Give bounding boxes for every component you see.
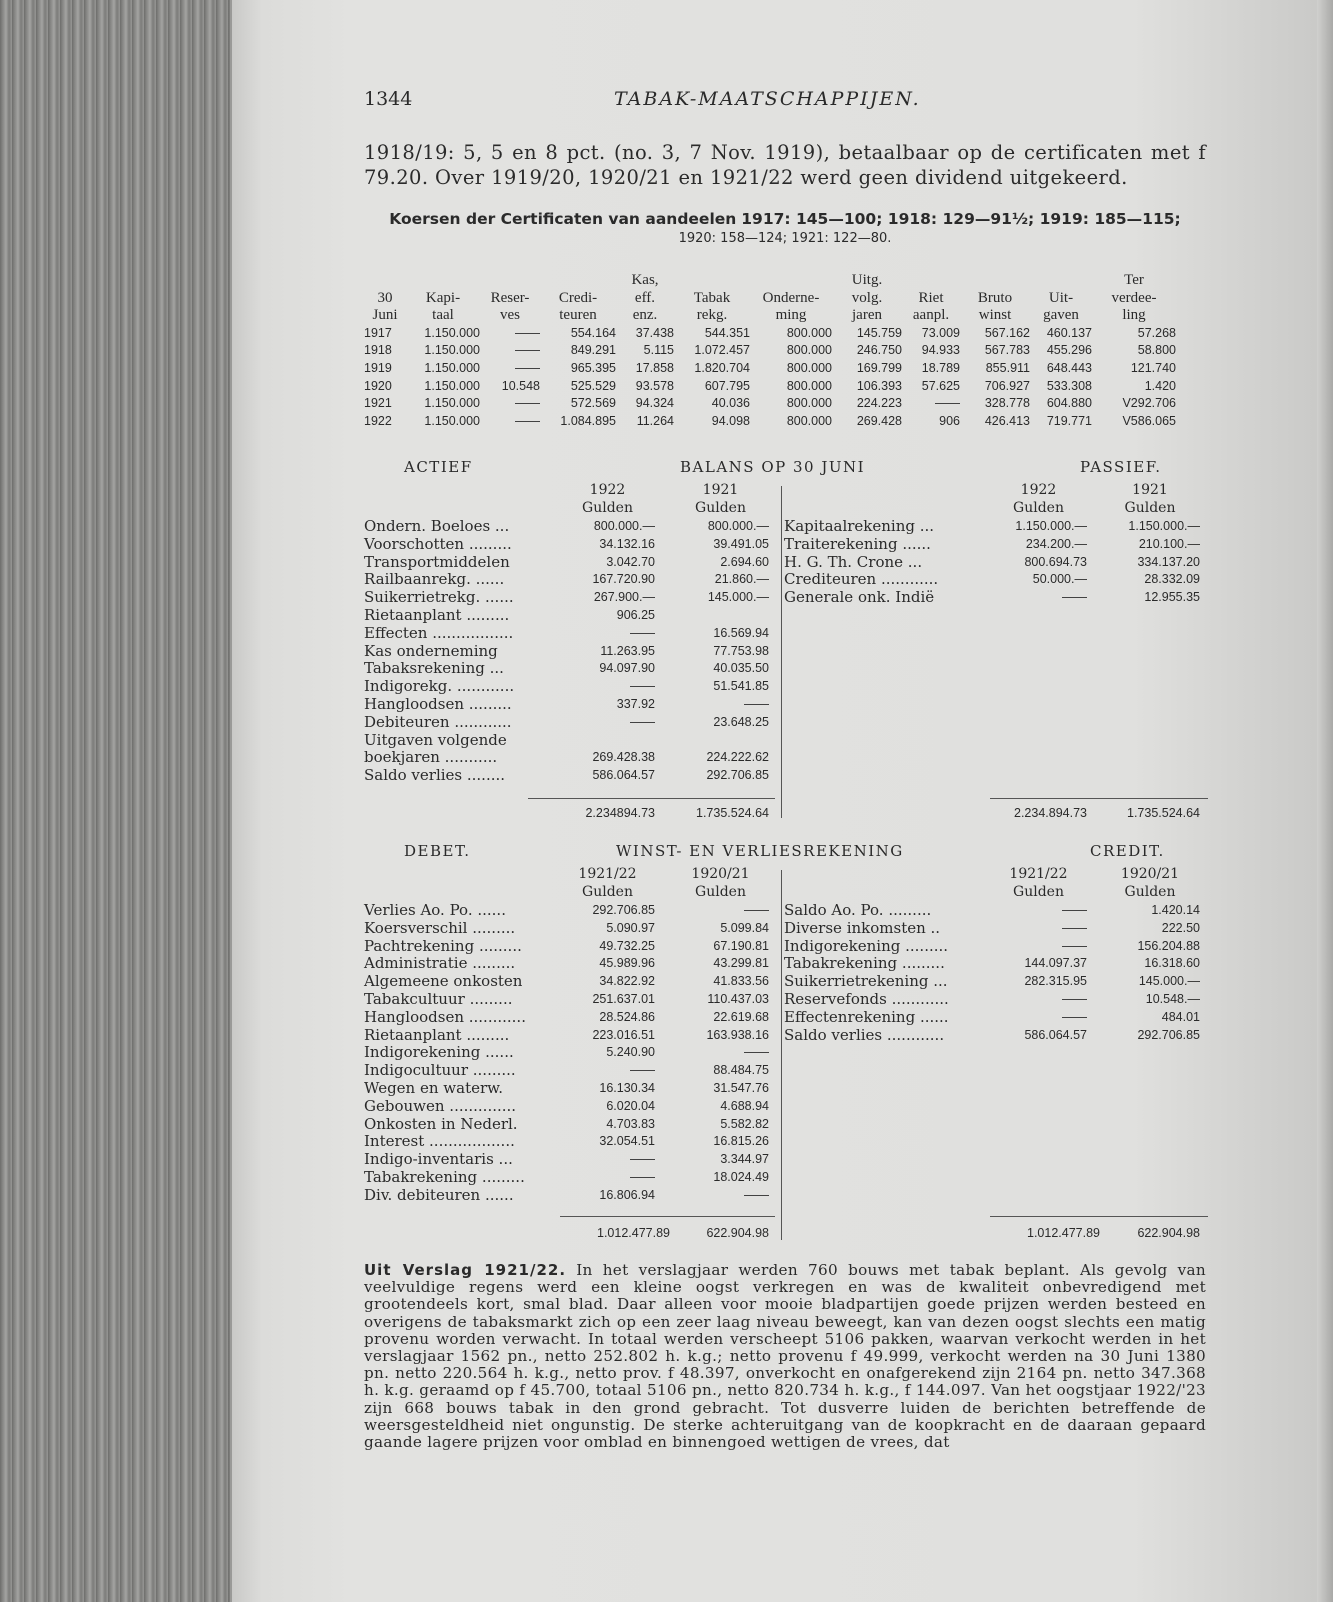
balans-actief-row-value-1: ——	[630, 679, 655, 694]
balans-passief-col-year-2: 1921	[1132, 482, 1168, 498]
wv-credit-row-value-1: 586.064.57	[1024, 1027, 1087, 1042]
balans-actief-row-value-2: 800.000.—	[707, 519, 769, 533]
balans-title: BALANS OP 30 JUNI	[680, 458, 866, 476]
wv-debet-row-label: Tabakcultuur .........	[364, 990, 513, 1008]
wv-credit-col-year-1: 1921/22	[1009, 866, 1068, 882]
balans-total-right-1921: 1.735.524.64	[1127, 806, 1200, 820]
five-year-cell: 246.750	[856, 343, 902, 358]
wv-debet-row-value-2: 3.344.97	[720, 1152, 769, 1167]
five-year-header-cell	[674, 272, 750, 290]
five-year-header-cell	[1030, 272, 1092, 290]
five-year-header-cell: enz.	[632, 307, 658, 324]
wv-debet-col-unit-2: Gulden	[695, 883, 746, 900]
five-year-header-cell: Juni	[372, 307, 398, 324]
five-year-cell: 1.150.000	[424, 413, 480, 428]
wv-credit-col-unit-1: Gulden	[1013, 883, 1064, 900]
five-year-header-cell	[902, 272, 960, 290]
balans-actief-row-label: Suikerrietrekg. ......	[364, 588, 514, 607]
wv-credit-row-value-2: 292.706.85	[1137, 1027, 1200, 1042]
wv-debet-row-value-1: 223.016.51	[592, 1027, 655, 1042]
five-year-header-row	[364, 307, 1176, 325]
five-year-cell: 269.428	[856, 413, 902, 428]
five-year-cell: 800.000	[786, 360, 832, 375]
verslag-heading: Uit Verslag 1921/22.	[364, 1261, 567, 1279]
wv-credit-row-label: Suikerrietrekening ...	[784, 972, 948, 991]
five-year-cell: 328.778	[984, 396, 1030, 411]
wv-debet-row-value-1: ——	[630, 1170, 655, 1184]
five-year-header-cell	[750, 272, 832, 290]
balans-actief-row-value-2: ——	[744, 697, 769, 711]
wv-title: WINST- EN VERLIESREKENING	[616, 842, 904, 860]
page-right-edge	[1317, 0, 1333, 1602]
balans-actief-row-value-1: ——	[630, 714, 655, 729]
five-year-header-cell: 30	[377, 289, 393, 306]
balans-actief-row-label: boekjaren ...........	[364, 748, 498, 767]
five-year-header-cell	[406, 272, 480, 290]
wv-credit-row-value-2: 10.548.—	[1145, 992, 1200, 1006]
five-year-header-cell	[540, 272, 616, 290]
five-year-header-cell: volg.	[851, 289, 883, 306]
balans-actief-row-label: Uitgaven volgende	[364, 730, 507, 749]
wv-debet-row-value-1: 32.054.51	[599, 1134, 655, 1149]
wv-debet-row-value-2: 88.484.75	[713, 1063, 769, 1078]
balans-actief-row-value-1: 94.097.90	[599, 661, 655, 676]
five-year-cell: 648.443	[1046, 360, 1092, 375]
wv-debet-row-label: Div. debiteuren ......	[364, 1185, 514, 1204]
five-year-header-cell: Kapi-	[425, 289, 461, 306]
wv-debet-row-label: Koersverschil .........	[364, 918, 516, 937]
five-year-cell: 224.223	[856, 396, 902, 411]
balans-passief-row-value-2: 334.137.20	[1137, 554, 1200, 569]
koersen-line1: 1917: 145—100; 1918: 129—91½; 1919: 185—115;	[741, 210, 1181, 228]
five-year-cell: ——	[515, 325, 540, 340]
wv-credit-row-value-1: ——	[1062, 938, 1087, 953]
five-year-cell: 1.072.457	[694, 343, 750, 358]
wv-debet-row-label: Hangloodsen ............	[364, 1007, 526, 1026]
wv-debet-row-value-1: 4.703.83	[606, 1116, 655, 1131]
five-year-header-cell: Reser-	[490, 289, 530, 306]
wv-debet-row-label: Gebouwen ..............	[364, 1096, 517, 1115]
five-year-cell: 1922	[364, 413, 392, 428]
five-year-header-cell: aanpl.	[912, 307, 950, 324]
balans-passief-heading: PASSIEF.	[1080, 458, 1162, 476]
five-year-cell: 1919	[364, 360, 392, 375]
five-year-header-cell: Credi-	[558, 289, 598, 306]
wv-debet-row-value-1: ——	[630, 1152, 655, 1167]
five-year-header-cell: Uitg.	[851, 272, 883, 288]
wv-debet-row-value-2: 163.938.16	[706, 1027, 769, 1042]
five-year-cell: 572.569	[570, 396, 616, 411]
balans-total-right-1922: 2.234.894.73	[1014, 806, 1087, 820]
balans-passief-col-unit-1: Gulden	[1013, 499, 1064, 516]
balans-actief-row-value-1: 800.000.—	[593, 519, 655, 533]
balans-actief-row-value-2: 23.648.25	[713, 714, 769, 729]
five-year-cell: 1.150.000	[424, 325, 480, 340]
wv-debet-heading: DEBET.	[404, 842, 471, 860]
five-year-cell: 93.578	[635, 378, 674, 393]
five-year-header-cell: Ter	[1124, 272, 1144, 288]
wv-credit-row-value-2: 16.318.60	[1144, 956, 1200, 971]
balans-actief-row-value-2: 16.569.94	[713, 625, 769, 640]
five-year-cell: 73.009	[921, 325, 960, 340]
balans-actief-heading: ACTIEF	[404, 458, 473, 476]
five-year-cell: 607.795	[704, 378, 750, 393]
wv-credit-row-label: Reservefonds ............	[784, 990, 949, 1008]
wv-debet-row-value-2: ——	[744, 903, 769, 917]
five-year-cell: ——	[515, 396, 540, 411]
balans-actief-col-year-2: 1921	[702, 482, 739, 498]
five-year-cell: 11.264	[636, 413, 674, 428]
wv-debet-row-value-2: ——	[744, 1187, 769, 1202]
five-year-cell: 800.000	[786, 343, 832, 358]
balans-actief-col-year-1: 1922	[589, 482, 626, 498]
balans-actief-row-value-2: 292.706.85	[706, 768, 769, 783]
wv-credit-row-label: Saldo Ao. Po. .........	[784, 901, 932, 919]
wv-credit-row-value-1: ——	[1062, 1009, 1087, 1024]
wv-debet-row-value-1: 292.706.85	[592, 903, 655, 917]
five-year-cell: 1.420	[1144, 378, 1176, 393]
five-year-row-1921	[364, 395, 1176, 413]
five-year-header-cell: ves	[500, 307, 520, 324]
wv-debet-row-value-2: ——	[744, 1045, 769, 1060]
five-year-cell: 533.308	[1046, 378, 1092, 393]
wv-credit-row-value-1: ——	[1062, 920, 1087, 935]
five-year-cell: 800.000	[786, 413, 832, 428]
wv-debet-row-value-1: 49.732.25	[599, 938, 655, 953]
five-year-cell: 800.000	[786, 396, 832, 411]
balans-passief-row-value-1: 800.694.73	[1024, 554, 1087, 569]
balans-actief-row-value-1: 167.720.90	[592, 572, 655, 587]
five-year-cell: 1.150.000	[424, 396, 480, 411]
five-year-cell: 800.000	[786, 325, 832, 340]
five-year-cell: 145.759	[856, 325, 902, 340]
balans-actief-row-label: Hangloodsen .........	[364, 695, 512, 713]
balans-passief-row-value-1: 1.150.000.—	[1015, 519, 1087, 533]
balans-passief-row-label: H. G. Th. Crone ...	[784, 552, 923, 571]
balans-passief-row-value-2: 28.332.09	[1144, 572, 1200, 587]
balans-actief-row-value-1: ——	[630, 625, 655, 640]
wv-debet-row-value-1: ——	[630, 1063, 655, 1078]
balans-actief-row-label: Railbaanrekg. ......	[364, 570, 505, 589]
balans-passief-row-value-1: 234.200.—	[1025, 536, 1087, 551]
five-year-table	[364, 272, 1176, 430]
wv-debet-row-value-1: 5.240.90	[606, 1045, 655, 1060]
five-year-cell: 426.413	[984, 413, 1030, 428]
wv-debet-row-label: Verlies Ao. Po. ......	[364, 901, 506, 919]
five-year-header-cell: ling	[1122, 307, 1146, 324]
five-year-cell: 460.137	[1046, 325, 1092, 340]
five-year-header-cell: Onderne-	[762, 289, 820, 306]
five-year-header-row	[364, 290, 1176, 308]
wv-credit-row-value-2: 484.01	[1161, 1009, 1200, 1024]
balans-actief-row-label: Tabaksrekening ...	[364, 659, 504, 678]
balans-actief-row-value-2: 40.035.50	[713, 661, 769, 676]
five-year-cell: 94.933	[921, 343, 960, 358]
koersen-lead: Koersen der Certificaten van aandeelen	[389, 210, 737, 228]
five-year-header-cell: taal	[432, 307, 454, 324]
five-year-cell: 106.393	[856, 378, 902, 393]
five-year-cell: ——	[515, 343, 540, 358]
running-title: TABAK-MAATSCHAPPIJEN.	[614, 88, 921, 110]
five-year-header-cell: Riet	[918, 289, 944, 306]
five-year-cell: 965.395	[570, 360, 616, 375]
five-year-cell: 719.771	[1046, 413, 1092, 428]
five-year-header-cell: verdee-	[1111, 289, 1157, 306]
wv-total-left-2021: 622.904.98	[706, 1226, 769, 1240]
balans-actief-row-value-2: 145.000.—	[707, 590, 769, 605]
dividend-paragraph: 1918/19: 5, 5 en 8 pct. (no. 3, 7 Nov. 1919), betaalbaar op de certificaten met f 79.20. Over 1919/20, 1920/21 en 1921/22 werd geen dividend uitgekeerd.	[364, 141, 1206, 189]
five-year-cell: 706.927	[984, 378, 1030, 393]
five-year-cell: 455.296	[1046, 343, 1092, 358]
five-year-cell: ——	[515, 413, 540, 428]
five-year-cell: 567.783	[984, 343, 1030, 358]
five-year-header-cell: jaren	[852, 307, 882, 324]
balans-passief-row-value-1: ——	[1062, 590, 1087, 605]
balans-passief-col-unit-2: Gulden	[1124, 499, 1176, 516]
balans-total-rule-left	[528, 798, 775, 799]
five-year-cell: ——	[515, 360, 540, 375]
balans-actief-row-label: Effecten .................	[364, 623, 514, 642]
balans-actief-row-label: Rietaanplant .........	[364, 606, 510, 624]
wv-credit-row-label: Diverse inkomsten ..	[784, 918, 941, 937]
balans-passief-row-value-1: 50.000.—	[1032, 572, 1087, 587]
five-year-header-cell: eff.	[634, 289, 656, 306]
balans-passief-row-value-2: 12.955.35	[1144, 590, 1200, 605]
wv-debet-row-value-1: 6.020.04	[606, 1098, 655, 1113]
balans-passief-row-label: Kapitaalrekening ...	[784, 517, 935, 535]
five-year-cell: 1.150.000	[424, 343, 480, 358]
balans-actief-row-value-1: 34.132.16	[599, 536, 655, 551]
balans-total-left-1921: 1.735.524.64	[696, 806, 769, 820]
five-year-header-cell: Kas,	[631, 272, 659, 288]
five-year-cell: 554.164	[570, 325, 616, 340]
balans-actief-row-value-2: 39.491.05	[713, 536, 769, 551]
balans-actief-row-label: Debiteuren ............	[364, 712, 512, 731]
wv-debet-row-value-2: 5.582.82	[720, 1116, 769, 1131]
balans-total-rule-right	[990, 798, 1208, 799]
wv-debet-row-value-1: 16.130.34	[599, 1081, 655, 1095]
five-year-cell: 800.000	[786, 378, 832, 393]
balans-actief-row-value-2: 77.753.98	[713, 643, 769, 658]
wv-debet-row-value-2: 67.190.81	[713, 938, 769, 953]
wv-credit-heading: CREDIT.	[1090, 842, 1165, 860]
five-year-cell: 1.084.895	[560, 413, 616, 428]
wv-debet-row-label: Tabakrekening .........	[364, 1168, 525, 1186]
five-year-cell: 57.268	[1137, 325, 1176, 340]
wv-debet-row-label: Onkosten in Nederl.	[364, 1114, 518, 1133]
five-year-cell: 849.291	[570, 343, 616, 358]
five-year-header-cell	[960, 272, 1030, 290]
wv-total-left-2122: 1.012.477.89	[597, 1226, 670, 1240]
wv-total-right-2021: 622.904.98	[1137, 1226, 1200, 1240]
balans-actief-row-value-1: 906.25	[616, 608, 655, 622]
balans-actief-row-value-2: 51.541.85	[713, 679, 769, 694]
wv-debet-row-value-2: 18.024.49	[713, 1170, 769, 1184]
wv-credit-row-value-1: 282.315.95	[1024, 974, 1087, 989]
five-year-cell: 57.625	[921, 378, 960, 393]
five-year-header-row	[364, 272, 1176, 290]
balans-actief-row-label: Voorschotten .........	[364, 534, 512, 553]
balans-actief-row-label: Kas onderneming	[364, 641, 498, 660]
five-year-cell: V292.706	[1122, 396, 1176, 411]
balans-actief-row-label: Indigorekg. ............	[364, 677, 515, 696]
wv-credit-row-value-1: ——	[1062, 992, 1087, 1006]
five-year-cell: 17.858	[635, 360, 674, 375]
five-year-cell: 604.880	[1046, 396, 1092, 411]
verslag-text: In het verslagjaar werden 760 bouws met tabak beplant. Als gevolg van veelvuldige regens werd een kleine oogst verkregen en was de kwaliteit onbevredigend met grootendeels kort, smal blad. Daar alleen voor mooie bladpartijen goede prijzen werden besteed en overigens de tabaksmarkt zich op een zeer laag niveau beweegt, kan van dezen oogst slechts een matig provenu worden verwacht. In totaal werden verscheept 5106 pakken, waarvan verkocht werden in het verslagjaar 1562 pn., netto 252.802 h. k.g.; netto provenu f 49.999, verkocht werden na 30 Juni 1380 pn. netto 220.564 h. k.g., netto prov. f 48.397, onverkocht en onafgerekend zijn 2164 pn. netto 347.368 h. k.g. geraamd op f 45.700, totaal 5106 pn., netto 820.734 h. k.g., f 144.097. Van het oogstjaar 1922/'23 zijn 668 bouws tabak in den grond gebracht. Tot dusverre luiden de berichten betreffende de weersgesteldheid niet ongunstig. De sterke achteruitgang van de koopkracht en de daaraan gepaard gaande lagere prijzen voor omblad en binnengoed wettigen de vrees, dat	[364, 1261, 1206, 1452]
wv-credit-row-label: Tabakrekening .........	[784, 954, 945, 973]
five-year-cell: ——	[935, 396, 960, 411]
wv-credit-row-value-2: 1.420.14	[1151, 903, 1200, 917]
page-number: 1344	[364, 88, 413, 110]
wv-debet-row-label: Interest ..................	[364, 1132, 515, 1151]
wv-debet-row-label: Indigo-inventaris ...	[364, 1150, 513, 1169]
wv-debet-row-value-2: 110.437.03	[707, 992, 769, 1006]
balans-actief-row-value-1: 3.042.70	[606, 554, 655, 569]
wv-debet-row-label: Rietaanplant .........	[364, 1025, 510, 1044]
five-year-cell: 94.098	[711, 413, 750, 428]
wv-debet-col-year-2: 1920/21	[691, 866, 750, 882]
balans-actief-row-value-2: 21.860.—	[714, 572, 769, 587]
wv-debet-row-value-2: 16.815.26	[713, 1134, 769, 1149]
wv-debet-row-value-2: 22.619.68	[713, 1009, 769, 1024]
five-year-cell: 906	[939, 413, 960, 428]
balans-passief-row-label: Generale onk. Indië	[784, 588, 935, 607]
wv-debet-row-label: Indigorekening ......	[364, 1043, 514, 1062]
five-year-cell: 169.799	[856, 360, 902, 375]
balans-passief-row-label: Traiterekening ......	[784, 534, 931, 553]
wv-debet-row-label: Indigocultuur .........	[364, 1061, 516, 1080]
five-year-cell: 1920	[364, 378, 392, 393]
wv-debet-row-value-1: 34.822.92	[599, 974, 655, 989]
wv-debet-row-value-2: 31.547.76	[713, 1081, 769, 1095]
balans-actief-col-unit-2: Gulden	[695, 499, 746, 516]
wv-credit-row-value-2: 145.000.—	[1138, 974, 1200, 989]
five-year-row-1919	[364, 360, 1176, 378]
five-year-cell: V586.065	[1122, 413, 1176, 428]
wv-debet-row-label: Pachtrekening .........	[364, 936, 522, 955]
balans-actief-col-unit-1: Gulden	[582, 499, 633, 516]
five-year-cell: 1.820.704	[694, 360, 750, 375]
balans-passief-row-label: Crediteuren ............	[784, 570, 939, 589]
five-year-header-cell: ming	[775, 307, 807, 324]
wv-debet-row-label: Administratie .........	[364, 954, 516, 973]
wv-debet-row-value-2: 4.688.94	[720, 1098, 769, 1113]
five-year-cell: 1.150.000	[424, 360, 480, 375]
wv-credit-row-value-1: 144.097.37	[1024, 956, 1087, 971]
five-year-row-1917	[364, 325, 1176, 343]
wv-total-rule-left	[560, 1216, 775, 1217]
balans-actief-row-value-2: 2.694.60	[720, 554, 769, 569]
five-year-header-cell: Uit-	[1048, 289, 1074, 306]
five-year-header-cell	[480, 272, 540, 290]
five-year-cell: 525.529	[570, 378, 616, 393]
five-year-header-cell: Tabak	[693, 289, 731, 306]
balans-actief-row-label: Saldo verlies ........	[364, 766, 506, 785]
five-year-cell: 40.036	[711, 396, 750, 411]
wv-total-rule-right	[990, 1216, 1208, 1217]
wv-debet-row-value-1: 5.090.97	[606, 920, 655, 935]
wv-credit-row-label: Effectenrekening ......	[784, 1007, 949, 1026]
five-year-row-1922	[364, 413, 1176, 431]
wv-debet-row-value-2: 5.099.84	[720, 920, 769, 935]
book-page-edges	[0, 0, 230, 1602]
five-year-header-cell: teuren	[559, 307, 597, 324]
balans-actief-row-label: Transportmiddelen	[364, 552, 510, 571]
balans-actief-row-value-1: 11.263.95	[600, 643, 655, 658]
five-year-cell: 94.324	[635, 396, 674, 411]
wv-credit-row-value-2: 222.50	[1161, 920, 1200, 935]
balans-passief-row-value-2: 210.100.—	[1138, 536, 1200, 551]
wv-debet-row-label: Wegen en waterw.	[364, 1079, 503, 1097]
balans-actief-row-value-1: 267.900.—	[593, 590, 655, 605]
koersen-certificaten	[364, 210, 1206, 248]
five-year-cell: 10.548	[501, 378, 540, 393]
wv-credit-row-value-1: ——	[1062, 903, 1087, 917]
five-year-row-1918	[364, 342, 1176, 360]
wv-debet-row-value-1: 28.524.86	[599, 1009, 655, 1024]
wv-debet-row-value-2: 41.833.56	[713, 974, 769, 989]
wv-debet-row-value-2: 43.299.81	[713, 956, 769, 971]
five-year-cell: 1918	[364, 343, 392, 358]
five-year-cell: 37.438	[635, 325, 674, 340]
wv-credit-row-label: Indigorekening .........	[784, 936, 949, 955]
balans-passief-col-year-1: 1922	[1020, 482, 1057, 498]
five-year-cell: 5.115	[643, 343, 674, 358]
balans-actief-row-label: Ondern. Boeloes ...	[364, 517, 510, 535]
balans-total-left-1922: 2.234894.73	[585, 806, 655, 820]
verslag-paragraph	[364, 1262, 1206, 1451]
five-year-header-cell: winst	[978, 307, 1012, 324]
five-year-row-1920	[364, 378, 1176, 396]
wv-debet-col-unit-1: Gulden	[582, 883, 633, 900]
wv-credit-col-unit-2: Gulden	[1124, 883, 1176, 900]
balans-divider	[781, 486, 782, 818]
koersen-line2: 1920: 158—124; 1921: 122—80.	[678, 231, 892, 246]
wv-credit-row-value-2: 156.204.88	[1137, 938, 1200, 953]
five-year-cell: 1.150.000	[424, 378, 480, 393]
five-year-cell: 121.740	[1130, 360, 1176, 375]
five-year-header-cell: Bruto	[977, 289, 1013, 306]
five-year-header-cell: rekg.	[696, 307, 728, 324]
five-year-cell: 1917	[364, 325, 392, 340]
wv-debet-row-value-1: 251.637.01	[592, 992, 655, 1006]
five-year-header-cell: gaven	[1043, 307, 1079, 324]
balans-actief-row-value-1: 337.92	[616, 697, 655, 711]
wv-debet-row-label: Algemeene onkosten	[364, 972, 523, 991]
five-year-cell: 18.789	[921, 360, 960, 375]
wv-credit-col-year-2: 1920/21	[1120, 866, 1180, 882]
wv-total-right-2122: 1.012.477.89	[1027, 1226, 1100, 1240]
wv-credit-row-label: Saldo verlies ............	[784, 1025, 945, 1044]
balans-passief-row-value-2: 1.150.000.—	[1128, 519, 1200, 533]
wv-debet-row-value-1: 45.989.96	[599, 956, 655, 971]
five-year-cell: 855.911	[985, 360, 1030, 375]
five-year-cell: 58.800	[1137, 343, 1176, 358]
five-year-cell: 1921	[364, 396, 392, 411]
balans-actief-row-value-1: 586.064.57	[592, 768, 655, 783]
wv-divider	[781, 870, 782, 1240]
five-year-header-cell	[364, 272, 406, 290]
five-year-cell: 544.351	[704, 325, 750, 340]
wv-debet-row-value-1: 16.806.94	[599, 1187, 655, 1202]
wv-debet-col-year-1: 1921/22	[578, 866, 637, 882]
balans-actief-row-value-1: 269.428.38	[592, 750, 655, 765]
balans-actief-row-value-2: 224.222.62	[706, 750, 769, 765]
five-year-cell: 567.162	[984, 325, 1030, 340]
